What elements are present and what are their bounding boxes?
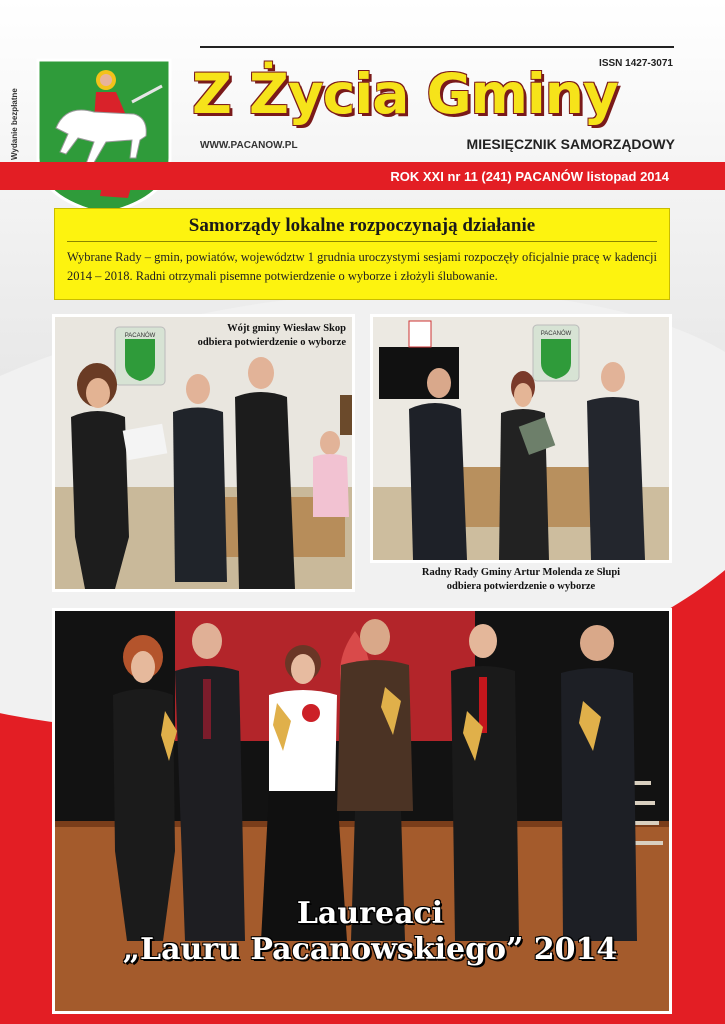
photo2-caption-line2: odbiera potwierdzenie o wyborze: [446, 581, 596, 592]
coat-of-arms-logo: [36, 58, 172, 216]
photo1-scene: [55, 317, 352, 589]
photo1-caption-line1: Wójt gminy Wiesław Skop: [227, 323, 346, 334]
website-link[interactable]: WWW.PACANOW.PL: [200, 140, 298, 151]
masthead-title: Z Życia Gminy: [192, 62, 618, 126]
lead-article-box: [54, 208, 670, 300]
photo2-caption: [370, 566, 672, 594]
photo2-scene: [373, 317, 669, 560]
cover-headline-line2: „Lauru Pacanowskiego” 2014: [122, 932, 618, 967]
photo-radny-ceremony: [370, 314, 672, 563]
laureate-2: [175, 623, 245, 941]
photo2-wall-sign: PACANÓW: [540, 331, 572, 337]
laureate-6: [561, 625, 637, 941]
photo-wojt-ceremony: [52, 314, 355, 592]
masthead-subtitle: MIESIĘCZNIK SAMORZĄDOWY: [466, 136, 675, 152]
laureate-5: [451, 624, 519, 941]
free-edition-note: Wydanie bezpłatne: [10, 88, 19, 160]
photo1-caption: [130, 322, 346, 350]
issn-number: ISSN 1427-3071: [599, 58, 673, 69]
article-headline: Samorządy lokalne rozpoczynają działanie: [67, 215, 657, 242]
top-rule: [200, 46, 674, 48]
photo1-wall-sign: PACANÓW: [124, 333, 156, 339]
article-body: Wybrane Rady – gmin, powiatów, województw 1 grudnia uroczystymi sesjami rozpoczęły oficjalnie pracę w kadencji 2014 – 2018. Radni otrzymali pisemne potwierdzenie o wyborze i złożyli ślubowanie.: [67, 250, 657, 283]
cover-headline-line1: Laureaci: [296, 896, 444, 931]
cover-headline: [90, 896, 650, 968]
photo2-caption-line1: Radny Rady Gminy Artur Molenda ze Słupi: [421, 567, 621, 578]
photo1-caption-line2: odbiera potwierdzenie o wyborze: [197, 337, 346, 348]
issue-info: ROK XXI nr 11 (241) PACANÓW listopad 2014: [390, 169, 669, 184]
